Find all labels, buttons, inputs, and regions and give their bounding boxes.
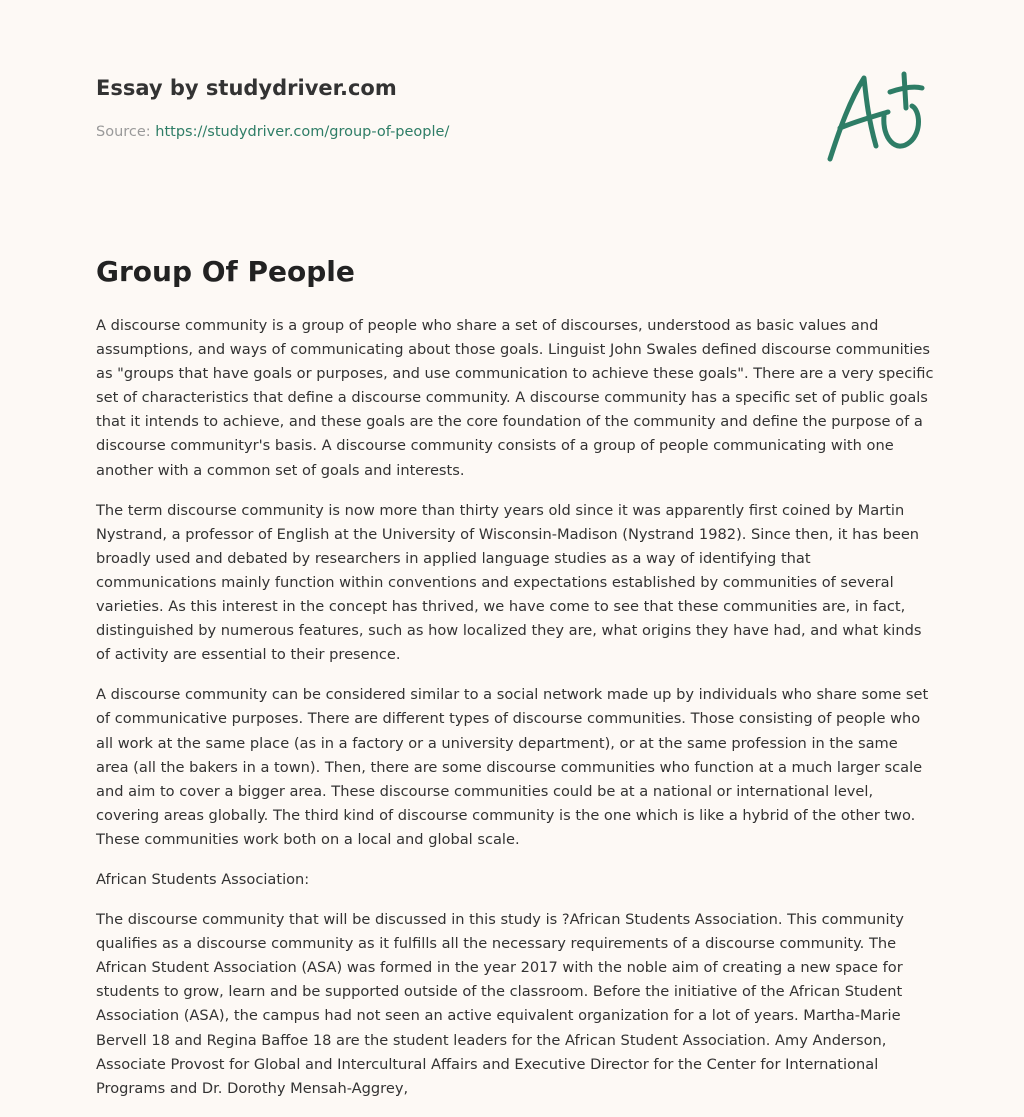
essay-paragraph: A discourse community is a group of people who share a set of discourses, understood as basic values and assumptions, and ways of communicating about those goals. Linguist John Swales defined discourse communities as "groups that have goals or purposes, and use communication to achieve these goals". There are a very specific set of characteristics that define a discourse community. A discourse community has a specific set of public goals that it intends to achieve, and these goals are the core foundation of the community and define the purpose of a discourse communityr's basis. A discourse community consists of a group of people communicating with one another with a common set of goals and interests. <box>96 317 934 479</box>
site-brand: Essay by studydriver.com <box>96 76 397 100</box>
source-link[interactable]: https://studydriver.com/group-of-people/ <box>155 124 450 140</box>
essay-paragraph: The discourse community that will be discussed in this study is ?African Students Association. This community qualifies as a discourse community as it fulfills all the necessary requirements of a discourse community. The African Student Association (ASA) was formed in the year 2017 with the noble aim of creating a new space for students to grow, learn and be supported outside of the classroom. Before the initiative of the African Student Association (ASA), the campus had not seen an active equivalent organization for a lot of years. Martha-Marie Bervell 18 and Regina Baffoe 18 are the student leaders for the African Student Association. Amy Anderson, Associate Provost for Global and Intercultural Affairs and Executive Director for the Center for International Programs and Dr. Dorothy Mensah-Aggrey, <box>96 911 904 1097</box>
essay-subheading: African Students Association: <box>96 870 310 888</box>
essay-paragraph: The term discourse community is now more than thirty years old since it was apparently first coined by Martin Nystrand, a professor of English at the University of Wisconsin-Madison (Nystrand 1982). Since then, it has been broadly used and debated by researchers in applied language studies as a way of identifying that communications mainly function within conventions and expectations established by communities of several varieties. As this interest in the concept has thrived, we have come to see that these communities are, in fact, distinguished by numerous features, such as how localized they are, what origins they have had, and what kinds of activity are essential to their presence. <box>96 501 922 664</box>
a-plus-logo-icon <box>818 66 930 166</box>
essay-title: Group Of People <box>96 255 355 288</box>
source-label: Source: <box>96 124 156 140</box>
essay-paragraph: A discourse community can be considered similar to a social network made up by individuals who share some set of communicative purposes. There are different types of discourse communities. Those consisting of people who all work at the same place (as in a factory or a university department), or at the same profession in the same area (all the bakers in a town). Then, there are some discourse communities who function at a much larger scale and aim to cover a bigger area. These discourse communities could be at a national or international level, covering areas globally. The third kind of discourse community is the one which is like a hybrid of the other two. These communities work both on a local and global scale. <box>96 686 929 848</box>
source-line <box>96 124 449 140</box>
essay-body <box>96 314 934 1117</box>
